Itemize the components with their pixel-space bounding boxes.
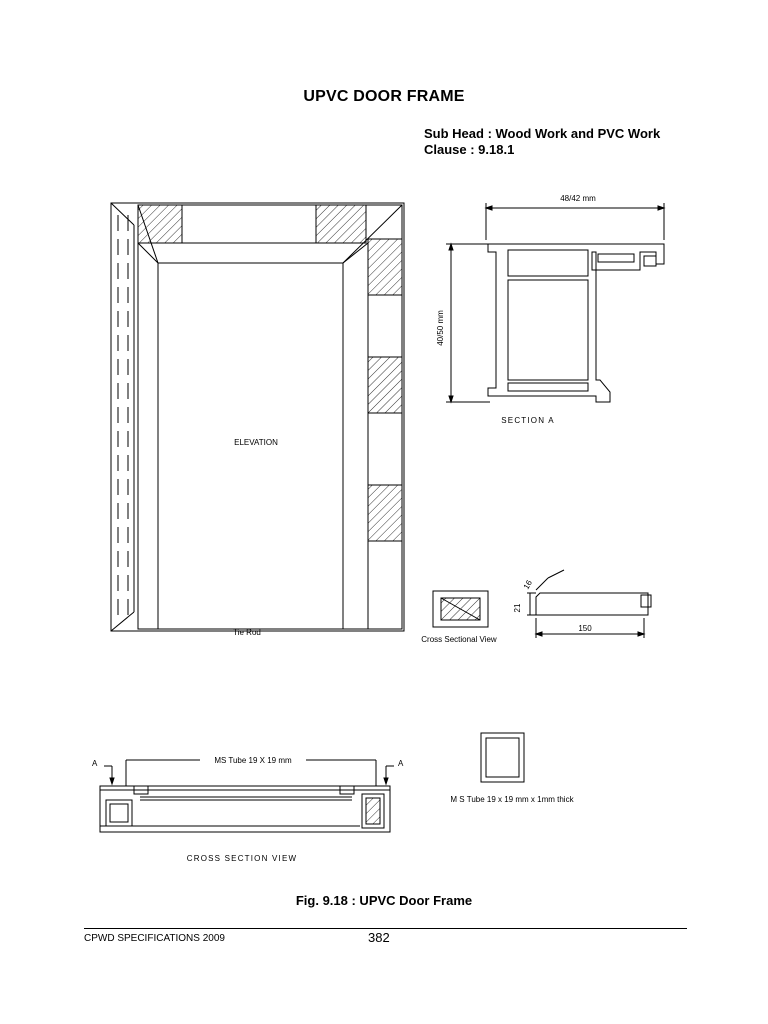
section-a-label: SECTION A	[501, 416, 555, 425]
figure-caption: Fig. 9.18 : UPVC Door Frame	[295, 893, 473, 908]
dim-21: 21	[513, 603, 522, 613]
elevation-label: ELEVATION	[234, 438, 278, 447]
ms-tube-detail-label: M S Tube 19 x 19 mm x 1mm thick	[450, 795, 574, 804]
section-a-width-dim: 48/42 mm	[560, 194, 596, 203]
cross-section-view-drawing	[100, 760, 394, 832]
section-a-height-dim: 40/50 mm	[436, 310, 445, 346]
cross-sectional-view-drawing	[433, 570, 651, 638]
dim-150: 150	[578, 624, 592, 633]
clause: Clause : 9.18.1	[424, 142, 515, 157]
section-a-drawing	[446, 203, 664, 402]
footer-left: CPWD SPECIFICATIONS 2009	[84, 933, 225, 944]
ms-tube-label: MS Tube 19 X 19 mm	[214, 756, 292, 765]
page-title: UPVC DOOR FRAME	[303, 88, 465, 105]
cross-sectional-view-label: Cross Sectional View	[421, 635, 497, 644]
ms-tube-drawing	[481, 733, 524, 782]
elevation-drawing	[111, 203, 404, 631]
footer-rule	[84, 928, 687, 929]
dim-16: 16	[521, 578, 534, 591]
page-number: 382	[368, 930, 390, 945]
sub-head: Sub Head : Wood Work and PVC Work	[424, 126, 661, 141]
cross-section-view-label: CROSS SECTION VIEW	[186, 854, 298, 863]
tie-rod-label: Tie Rod	[233, 628, 261, 637]
section-marker-left: A	[92, 759, 98, 768]
section-marker-right: A	[398, 759, 404, 768]
